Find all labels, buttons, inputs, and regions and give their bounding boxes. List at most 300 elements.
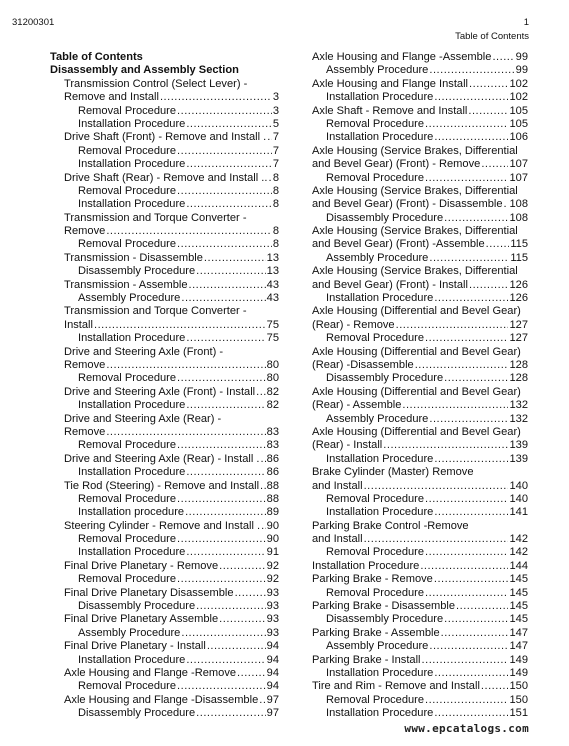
toc-entry-title: Assembly Procedure xyxy=(326,251,429,264)
toc-entry-title: Brake Cylinder (Master) Remove xyxy=(312,466,474,479)
dot-leader xyxy=(235,587,266,600)
dot-leader xyxy=(204,252,266,265)
toc-entry[interactable] xyxy=(50,105,279,118)
toc-entry[interactable] xyxy=(50,198,279,211)
toc-entry[interactable] xyxy=(50,627,279,640)
toc-entry-title: and Bevel Gear) (Front) - Remove xyxy=(312,158,481,171)
toc-entry[interactable] xyxy=(312,238,528,251)
toc-entry-page: 94 xyxy=(266,680,279,693)
toc-entry[interactable] xyxy=(50,158,279,171)
toc-entry-title: Disassembly and Assembly Section xyxy=(50,64,239,77)
toc-entry-title: Parking Brake Control -Remove xyxy=(312,519,469,532)
toc-entry[interactable] xyxy=(50,118,279,131)
toc-entry-page: 75 xyxy=(266,318,279,331)
toc-entry[interactable] xyxy=(312,64,528,77)
toc-entry[interactable] xyxy=(50,466,279,479)
toc-heading xyxy=(50,64,279,77)
toc-entry-title: Axle Housing (Service Brakes, Differential xyxy=(312,225,518,238)
toc-entry[interactable] xyxy=(312,520,528,533)
toc-entry[interactable] xyxy=(50,694,279,707)
toc-entry[interactable] xyxy=(50,145,279,158)
toc-entry-title: Axle Housing and Flange -Assemble xyxy=(312,51,492,63)
toc-entry[interactable] xyxy=(50,560,279,573)
toc-entry-title: Installation Procedure xyxy=(78,546,186,559)
toc-entry[interactable] xyxy=(312,225,528,238)
dot-leader xyxy=(196,707,266,720)
toc-entry[interactable] xyxy=(312,600,528,613)
toc-entry[interactable] xyxy=(312,493,528,506)
toc-entry-page: 94 xyxy=(266,653,279,666)
toc-entry[interactable] xyxy=(312,305,528,318)
toc-entry-page: 145 xyxy=(509,613,528,626)
toc-entry-title: Parking Brake - Remove xyxy=(312,573,433,586)
toc-entry[interactable] xyxy=(50,372,279,385)
toc-entry-page: 80 xyxy=(266,358,279,371)
toc-entry-title: Installation Procedure xyxy=(78,653,186,666)
toc-entry-title: Installation Procedure xyxy=(78,117,186,130)
toc-entry-page: 43 xyxy=(266,292,279,305)
dot-leader xyxy=(425,172,508,185)
toc-entry[interactable] xyxy=(50,359,279,372)
dot-leader xyxy=(434,506,508,519)
dot-leader xyxy=(186,399,265,412)
dot-leader xyxy=(177,185,272,198)
toc-entry-page: 106 xyxy=(509,131,528,144)
toc-entry-title: Assembly Procedure xyxy=(326,640,429,653)
toc-entry-page: 142 xyxy=(509,546,528,559)
toc-entry-page: 13 xyxy=(266,265,279,278)
dot-leader xyxy=(106,426,265,439)
toc-entry[interactable] xyxy=(312,372,528,385)
toc-entry-page: 8 xyxy=(272,171,279,184)
toc-entry-page: 7 xyxy=(272,131,279,144)
toc-entry-title: Installation Procedure xyxy=(326,91,434,104)
toc-entry-title: Parking Brake - Assemble xyxy=(312,626,440,639)
dot-leader xyxy=(434,707,508,720)
toc-entry-page: 147 xyxy=(509,626,528,639)
toc-entry-page: 102 xyxy=(509,91,528,104)
dot-leader xyxy=(186,198,272,211)
toc-entry-page: 8 xyxy=(272,184,279,197)
toc-entry[interactable] xyxy=(50,613,279,626)
toc-entry[interactable] xyxy=(50,386,279,399)
toc-entry[interactable] xyxy=(50,439,279,452)
toc-entry[interactable] xyxy=(312,131,528,144)
toc-entry-page: 149 xyxy=(509,666,528,679)
dot-leader xyxy=(237,667,266,680)
toc-entry[interactable] xyxy=(312,453,528,466)
toc-entry-title: Assembly Procedure xyxy=(326,64,429,77)
toc-entry[interactable] xyxy=(50,185,279,198)
toc-entry[interactable] xyxy=(312,265,528,278)
toc-entry[interactable] xyxy=(312,627,528,640)
document-number: 31200301 xyxy=(12,17,55,28)
toc-entry[interactable] xyxy=(50,279,279,292)
toc-entry[interactable] xyxy=(50,707,279,720)
toc-entry-page: 126 xyxy=(509,278,528,291)
toc-entry[interactable] xyxy=(312,332,528,345)
toc-entry-page: 147 xyxy=(509,640,528,653)
dot-leader xyxy=(160,91,272,104)
dot-leader xyxy=(434,91,508,104)
dot-leader xyxy=(469,279,509,292)
toc-entry-title: Axle Housing (Service Brakes, Differential xyxy=(312,265,518,278)
toc-entry-title: Removal Procedure xyxy=(78,144,177,157)
toc-entry[interactable] xyxy=(312,252,528,265)
toc-entry-page: 8 xyxy=(272,225,279,238)
toc-left-column xyxy=(50,51,279,721)
toc-entry[interactable] xyxy=(312,319,528,332)
toc-entry-title: Axle Housing (Differential and Bevel Gear) xyxy=(312,305,521,318)
toc-entry-title: Removal Procedure xyxy=(326,546,425,559)
toc-entry-title: Final Drive Planetary Disassemble xyxy=(64,586,234,599)
dot-leader xyxy=(425,587,508,600)
toc-entry[interactable] xyxy=(312,480,528,493)
toc-entry[interactable] xyxy=(50,533,279,546)
toc-entry-title: Installation Procedure xyxy=(326,292,434,305)
toc-entry[interactable] xyxy=(50,172,279,185)
dot-leader xyxy=(94,319,266,332)
dot-leader xyxy=(402,399,508,412)
toc-entry-page: 127 xyxy=(509,318,528,331)
dot-leader xyxy=(177,372,266,385)
toc-entry[interactable] xyxy=(50,91,279,104)
toc-entry-page: 5 xyxy=(272,117,279,130)
toc-entry-title: Removal Procedure xyxy=(78,184,177,197)
dot-leader xyxy=(219,560,266,573)
toc-entry-title: Removal Procedure xyxy=(78,573,177,586)
toc-entry[interactable] xyxy=(50,305,279,318)
toc-entry[interactable] xyxy=(312,198,528,211)
toc-entry-title: Final Drive Planetary - Install xyxy=(64,640,206,653)
toc-entry[interactable] xyxy=(312,439,528,452)
toc-entry[interactable] xyxy=(312,667,528,680)
toc-entry-page: 94 xyxy=(266,666,279,679)
dot-leader xyxy=(429,64,514,77)
dot-leader xyxy=(444,613,508,626)
toc-entry-page: 94 xyxy=(266,640,279,653)
toc-entry-page: 128 xyxy=(509,358,528,371)
toc-entry[interactable] xyxy=(50,654,279,667)
toc-entry-page: 88 xyxy=(266,479,279,492)
toc-entry[interactable] xyxy=(312,573,528,586)
toc-entry[interactable] xyxy=(50,225,279,238)
toc-entry-page: 145 xyxy=(509,600,528,613)
dot-leader xyxy=(456,600,508,613)
toc-entry-page: 115 xyxy=(510,251,528,264)
toc-entry-title: Transmission and Torque Converter - xyxy=(64,211,247,224)
toc-entry[interactable] xyxy=(312,386,528,399)
toc-entry[interactable] xyxy=(312,413,528,426)
toc-entry-page: 108 xyxy=(509,198,528,211)
toc-entry-title: Drive Shaft (Front) - Remove and Install . xyxy=(64,131,267,144)
toc-entry-title: Axle Housing and Flange Install xyxy=(312,77,469,90)
dot-leader xyxy=(383,439,508,452)
toc-entry[interactable] xyxy=(50,573,279,586)
toc-entry-title: Installation Procedure xyxy=(78,399,186,412)
toc-entry[interactable] xyxy=(50,587,279,600)
toc-entry-title: Parking Brake - Disassemble xyxy=(312,600,456,613)
dot-leader xyxy=(429,640,508,653)
toc-entry[interactable] xyxy=(312,359,528,372)
toc-entry-page: 92 xyxy=(266,573,279,586)
dot-leader xyxy=(481,680,509,693)
toc-entry-page: 132 xyxy=(509,399,528,412)
toc-entry[interactable] xyxy=(50,252,279,265)
dot-leader xyxy=(186,466,265,479)
toc-entry-page: 132 xyxy=(509,412,528,425)
toc-entry[interactable] xyxy=(312,587,528,600)
toc-entry-page: 140 xyxy=(509,492,528,505)
dot-leader xyxy=(420,560,508,573)
dot-leader xyxy=(486,238,510,251)
toc-entry-page: 97 xyxy=(266,693,279,706)
dot-leader xyxy=(261,520,266,533)
toc-entry-page: 150 xyxy=(509,680,528,693)
toc-entry-page: 141 xyxy=(509,506,528,519)
toc-entry[interactable] xyxy=(50,131,279,144)
toc-entry[interactable] xyxy=(50,319,279,332)
toc-entry[interactable] xyxy=(50,346,279,359)
toc-entry-title: Remove xyxy=(64,358,106,371)
toc-entry[interactable] xyxy=(312,78,528,91)
dot-leader xyxy=(177,493,266,506)
toc-entry[interactable] xyxy=(312,172,528,185)
toc-entry-page: 8 xyxy=(272,198,279,211)
dot-leader xyxy=(256,386,266,399)
toc-entry-page: 145 xyxy=(509,586,528,599)
toc-entry[interactable] xyxy=(312,399,528,412)
toc-entry[interactable] xyxy=(50,506,279,519)
toc-entry[interactable] xyxy=(312,533,528,546)
toc-entry-page: 97 xyxy=(266,707,279,720)
toc-entry-title: Steering Cylinder - Remove and Install . xyxy=(64,519,261,532)
dot-leader xyxy=(425,332,508,345)
dot-leader xyxy=(106,359,265,372)
toc-entry-page: 108 xyxy=(509,211,528,224)
toc-entry[interactable] xyxy=(312,145,528,158)
toc-entry-title: Installation Procedure xyxy=(326,666,434,679)
toc-entry[interactable] xyxy=(50,332,279,345)
toc-entry-title: and Install xyxy=(312,533,363,546)
toc-entry-page: 82 xyxy=(266,385,279,398)
toc-entry-page: 144 xyxy=(509,559,528,572)
toc-entry-title: Table of Contents xyxy=(50,51,143,63)
toc-entry-title: Disassembly Procedure xyxy=(326,211,444,224)
toc-entry-title: Drive and Steering Axle (Front) - Install xyxy=(64,385,256,398)
toc-entry-title: Drive Shaft (Rear) - Remove and Install .. xyxy=(64,171,268,184)
dot-leader xyxy=(181,292,265,305)
toc-entry-title: Installation Procedure xyxy=(326,452,434,465)
dot-leader xyxy=(268,172,271,185)
watermark-url: www.epcatalogs.com xyxy=(404,722,529,735)
toc-entry-title: Disassembly Procedure xyxy=(78,707,196,720)
dot-leader xyxy=(186,158,272,171)
toc-entry-page: 83 xyxy=(266,425,279,438)
toc-entry-title: Installation Procedure xyxy=(78,332,186,345)
toc-entry[interactable] xyxy=(50,546,279,559)
toc-entry-title: Disassembly Procedure xyxy=(326,372,444,385)
toc-entry[interactable] xyxy=(50,292,279,305)
toc-entry-title: Removal Procedure xyxy=(78,372,177,385)
toc-entry-title: Removal Procedure xyxy=(326,586,425,599)
toc-entry-title: Installation Procedure xyxy=(326,131,434,144)
toc-entry-title: Assembly Procedure xyxy=(78,292,181,305)
toc-entry-page: 126 xyxy=(509,292,528,305)
toc-entry-title: Axle Housing (Service Brakes, Differential xyxy=(312,184,518,197)
toc-entry-title: Removal Procedure xyxy=(78,680,177,693)
dot-leader xyxy=(186,654,265,667)
dot-leader xyxy=(434,667,508,680)
toc-entry[interactable] xyxy=(312,654,528,667)
toc-entry-title: Transmission - Assemble xyxy=(64,278,188,291)
toc-entry-page: 3 xyxy=(272,104,279,117)
toc-entry[interactable] xyxy=(50,600,279,613)
toc-entry[interactable] xyxy=(50,212,279,225)
toc-entry-page: 127 xyxy=(509,332,528,345)
dot-leader xyxy=(425,694,508,707)
toc-entry[interactable] xyxy=(50,493,279,506)
toc-entry-title: and Bevel Gear) (Front) - Disassemble xyxy=(312,198,503,211)
toc-entry[interactable] xyxy=(50,680,279,693)
toc-entry-title: and Bevel Gear) (Front) - Install xyxy=(312,278,468,291)
toc-entry[interactable] xyxy=(312,212,528,225)
toc-entry-page: 115 xyxy=(510,238,528,251)
dot-leader xyxy=(444,372,508,385)
toc-entry-page: 150 xyxy=(509,693,528,706)
toc-entry-title: Removal Procedure xyxy=(78,439,177,452)
dot-leader xyxy=(425,118,508,131)
toc-entry[interactable] xyxy=(312,105,528,118)
toc-entry-page: 7 xyxy=(272,144,279,157)
toc-entry-page: 82 xyxy=(266,399,279,412)
toc-entry-page: 107 xyxy=(509,171,528,184)
dot-leader xyxy=(422,654,509,667)
toc-entry-title: Drive and Steering Axle (Rear) - Install . xyxy=(64,452,260,465)
toc-entry-title: Transmission - Disassemble xyxy=(64,251,203,264)
toc-entry[interactable] xyxy=(312,118,528,131)
toc-entry-title: Removal Procedure xyxy=(78,104,177,117)
toc-entry[interactable] xyxy=(312,426,528,439)
toc-entry[interactable] xyxy=(312,707,528,720)
dot-leader xyxy=(429,252,509,265)
toc-entry-title: Removal Procedure xyxy=(326,492,425,505)
toc-entry-page: 93 xyxy=(266,613,279,626)
toc-entry-page: 43 xyxy=(266,278,279,291)
dot-leader xyxy=(177,439,266,452)
toc-entry[interactable] xyxy=(50,667,279,680)
toc-entry[interactable] xyxy=(312,346,528,359)
toc-entry-title: Remove xyxy=(64,225,106,238)
dot-leader xyxy=(434,292,508,305)
toc-entry[interactable] xyxy=(50,413,279,426)
toc-entry-page: 145 xyxy=(509,573,528,586)
dot-leader xyxy=(429,413,508,426)
toc-entry-page: 105 xyxy=(509,117,528,130)
toc-entry-page: 139 xyxy=(509,452,528,465)
toc-entry-title: (Rear) -Disassemble xyxy=(312,358,414,371)
toc-entry-title: Final Drive Planetary - Remove xyxy=(64,559,219,572)
toc-entry[interactable] xyxy=(312,640,528,653)
toc-entry[interactable] xyxy=(50,453,279,466)
toc-entry[interactable] xyxy=(312,546,528,559)
toc-entry[interactable] xyxy=(50,399,279,412)
toc-entry[interactable] xyxy=(312,292,528,305)
page-number: 1 xyxy=(523,17,529,28)
toc-entry[interactable] xyxy=(312,158,528,171)
toc-entry[interactable] xyxy=(312,506,528,519)
toc-entry-title: Install xyxy=(64,318,93,331)
dot-leader xyxy=(267,131,272,144)
toc-entry-title: Parking Brake - Install xyxy=(312,653,421,666)
dot-leader xyxy=(504,198,509,211)
dot-leader xyxy=(492,51,514,64)
dot-leader xyxy=(425,493,508,506)
toc-entry-page: 99 xyxy=(515,64,528,77)
dot-leader xyxy=(260,480,266,493)
dot-leader xyxy=(181,627,265,640)
toc-entry-title: Installation Procedure xyxy=(326,707,434,720)
dot-leader xyxy=(415,359,509,372)
toc-entry-title: Axle Housing (Service Brakes, Differential xyxy=(312,144,518,157)
toc-entry-page: 91 xyxy=(266,546,279,559)
toc-entry-page: 13 xyxy=(266,251,279,264)
toc-entry[interactable] xyxy=(312,91,528,104)
toc-entry[interactable] xyxy=(50,480,279,493)
toc-entry-title: Axle Shaft - Remove and Install xyxy=(312,104,468,117)
toc-heading xyxy=(50,51,279,64)
toc-entry-page: 80 xyxy=(266,372,279,385)
toc-entry-page: 151 xyxy=(509,707,528,720)
toc-entry-title: Tire and Rim - Remove and Install xyxy=(312,680,480,693)
toc-entry-page: 86 xyxy=(266,466,279,479)
toc-entry-page: 149 xyxy=(509,653,528,666)
dot-leader xyxy=(177,573,266,586)
toc-entry-page: 92 xyxy=(266,559,279,572)
toc-entry-page: 102 xyxy=(509,77,528,90)
toc-entry[interactable] xyxy=(50,78,279,91)
toc-entry[interactable] xyxy=(312,560,528,573)
toc-entry-title: Tie Rod (Steering) - Remove and Install xyxy=(64,479,260,492)
toc-entry-page: 8 xyxy=(272,238,279,251)
toc-entry[interactable] xyxy=(312,185,528,198)
toc-entry-page: 3 xyxy=(272,91,279,104)
dot-leader xyxy=(196,600,266,613)
toc-entry[interactable] xyxy=(312,694,528,707)
toc-entry-title: (Rear) - Remove xyxy=(312,318,395,331)
toc-entry-title: Transmission Control (Select Lever) - xyxy=(64,77,248,90)
toc-entry[interactable] xyxy=(50,265,279,278)
toc-entry-page: 142 xyxy=(509,533,528,546)
toc-entry[interactable] xyxy=(50,426,279,439)
toc-entry[interactable] xyxy=(312,466,528,479)
dot-leader xyxy=(185,506,266,519)
toc-entry-page: 90 xyxy=(266,533,279,546)
toc-entry-page: 139 xyxy=(509,439,528,452)
toc-entry[interactable] xyxy=(312,51,528,64)
toc-entry[interactable] xyxy=(50,520,279,533)
dot-leader xyxy=(469,78,508,91)
toc-entry[interactable] xyxy=(312,613,528,626)
toc-entry-title: Installation Procedure xyxy=(78,466,186,479)
toc-entry[interactable] xyxy=(312,680,528,693)
toc-entry[interactable] xyxy=(50,238,279,251)
toc-entry[interactable] xyxy=(312,279,528,292)
dot-leader xyxy=(177,533,266,546)
toc-entry-title: Removal Procedure xyxy=(326,117,425,130)
toc-entry-page: 90 xyxy=(266,519,279,532)
toc-entry[interactable] xyxy=(50,640,279,653)
